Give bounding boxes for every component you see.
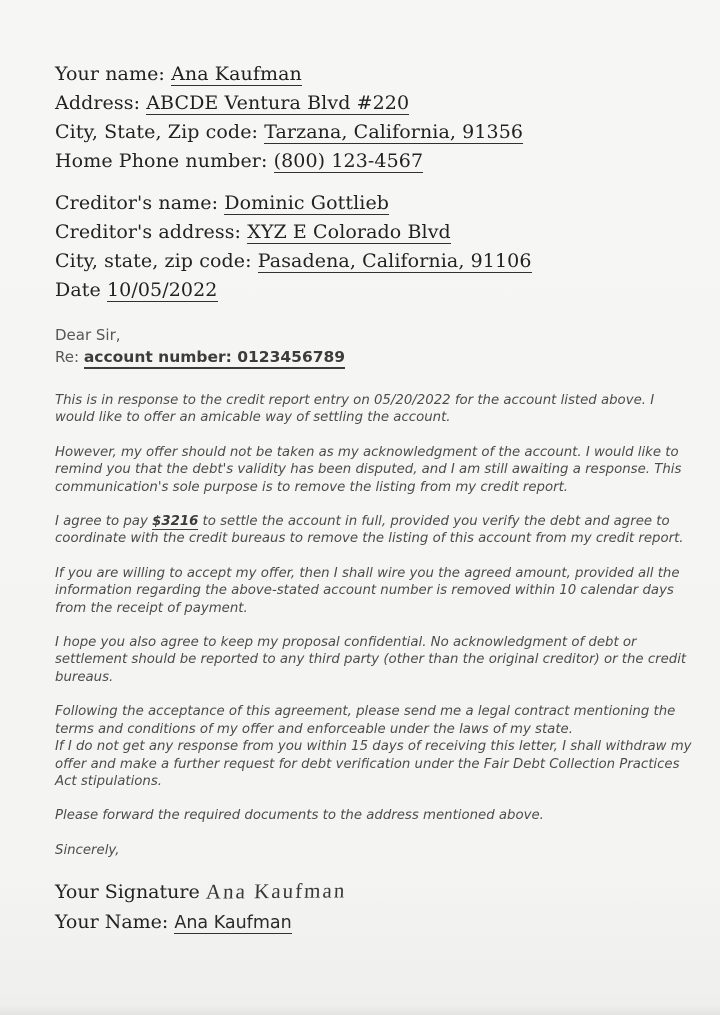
signature-label: Your Signature bbox=[55, 881, 200, 904]
creditor-city-label: City, state, zip code: bbox=[55, 250, 258, 272]
typed-name-value: Ana Kaufman bbox=[174, 913, 292, 934]
sender-address-line bbox=[55, 89, 680, 118]
sender-address-label: Address: bbox=[55, 92, 147, 114]
sender-name-line bbox=[55, 60, 680, 89]
paragraph-offer bbox=[55, 513, 693, 548]
account-number: account number: 0123456789 bbox=[84, 348, 345, 369]
sender-phone-label: Home Phone number: bbox=[55, 150, 274, 172]
typed-name-label: Your Name: bbox=[55, 911, 175, 934]
creditor-address-label: Creditor's address: bbox=[55, 221, 248, 243]
sender-name-label: Your name: bbox=[55, 63, 172, 85]
paragraph-response: This is in response to the credit report entry on 05/20/2022 for the account listed above. I would like to offer an amicable way of settling the account. bbox=[55, 393, 655, 426]
re-line bbox=[55, 347, 680, 368]
offer-text-after: to settle the account in full, provided you verify the debt and agree to coordinate with the credit bureaus to remove the listing of this account from my credit report. bbox=[55, 514, 684, 547]
sender-phone-line bbox=[55, 147, 680, 176]
paragraph-wire-terms: If you are willing to accept my offer, then I shall wire you the agreed amount, provided all the information regarding the above-stated account number is removed within 10 calendar days from the receipt of payment. bbox=[55, 565, 680, 616]
creditor-city-value: Pasadena, California, 91106 bbox=[257, 250, 532, 272]
offer-text-before: I agree to pay bbox=[55, 514, 153, 530]
sender-city-value: Tarzana, California, 91356 bbox=[264, 121, 524, 143]
typed-name-line bbox=[55, 907, 680, 938]
sender-phone-value: (800) 123-4567 bbox=[273, 150, 424, 172]
paragraph-forward-documents: Please forward the required documents to the address mentioned above. bbox=[55, 808, 544, 824]
handwritten-signature: Ana Kaufman bbox=[205, 878, 347, 904]
date-label: Date bbox=[55, 279, 107, 301]
salutation-block bbox=[55, 325, 680, 368]
sender-name-value: Ana Kaufman bbox=[171, 63, 302, 85]
sender-address-value: ABCDE Ventura Blvd #220 bbox=[146, 92, 410, 114]
sender-city-label: City, State, Zip code: bbox=[55, 121, 265, 143]
greeting: Dear Sir, bbox=[55, 326, 121, 344]
creditor-address-line bbox=[55, 218, 680, 247]
closing-sincerely: Sincerely, bbox=[55, 842, 120, 858]
letter-body bbox=[55, 392, 693, 859]
creditor-name-line bbox=[55, 189, 680, 218]
creditor-address-value: XYZ E Colorado Blvd bbox=[247, 221, 451, 243]
paragraph-disclaimer: However, my offer should not be taken as my acknowledgment of the account. I would like to remind you that the debt's validity has been disputed, and I am still awaiting a response. This communication's sole purpose is to remove the listing from my credit report. bbox=[55, 444, 682, 495]
paragraph-confidentiality: I hope you also agree to keep my proposal confidential. No acknowledgment of debt or settlement should be reported to any third party (other than the original creditor) or the credit bureaus. bbox=[55, 635, 687, 685]
creditor-info-block bbox=[55, 189, 680, 305]
settlement-amount: $3216 bbox=[152, 514, 199, 530]
re-prefix: Re: bbox=[55, 348, 84, 366]
creditor-name-value: Dominic Gottlieb bbox=[224, 192, 390, 214]
deadline-sentence: If I do not get any response from you within 15 days of receiving this letter, I shall withdraw my offer and make a further request for debt verification under the Fair Debt Collection Practices Act stipulations. bbox=[55, 739, 692, 789]
date-value: 10/05/2022 bbox=[106, 279, 218, 301]
creditor-name-label: Creditor's name: bbox=[55, 192, 225, 214]
paragraph-contract-and-deadline bbox=[55, 703, 693, 790]
sender-city-line bbox=[55, 118, 680, 147]
signature-line bbox=[55, 876, 680, 907]
signature-block bbox=[55, 876, 680, 938]
sender-info-block bbox=[55, 60, 680, 176]
creditor-city-line bbox=[55, 247, 680, 276]
contract-sentence: Following the acceptance of this agreement, please send me a legal contract mentioning the terms and conditions of my offer and enforceable under the laws of my state. bbox=[55, 704, 676, 737]
date-line bbox=[55, 276, 680, 305]
